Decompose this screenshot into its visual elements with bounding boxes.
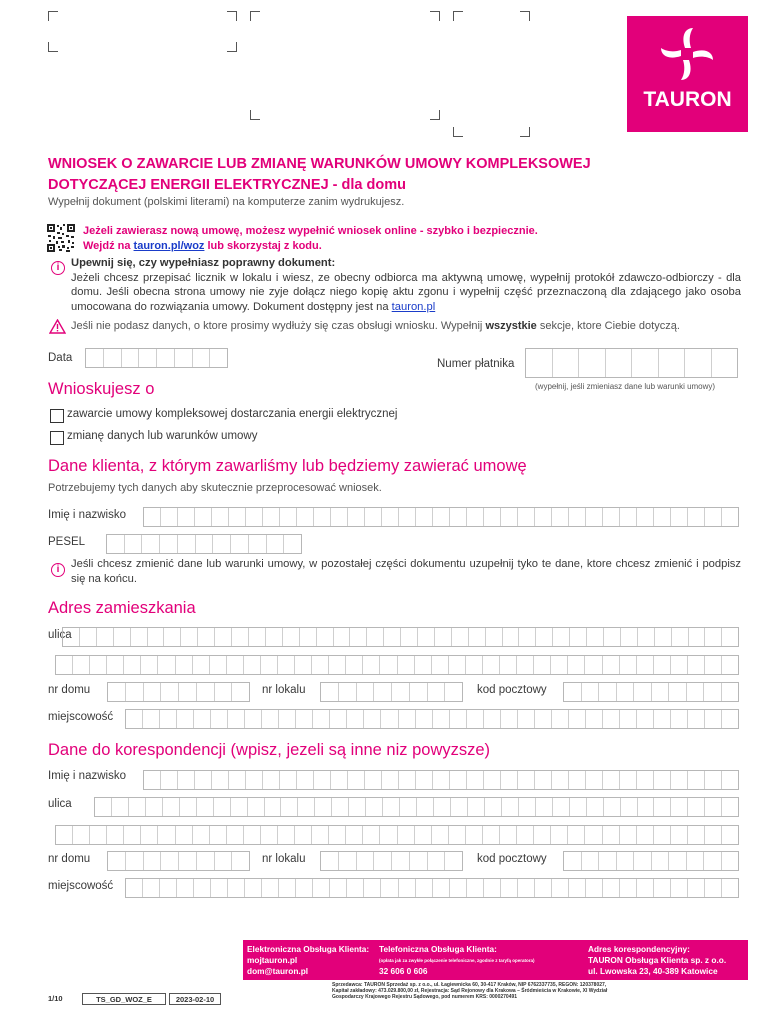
street-input[interactable]	[62, 627, 739, 647]
house-number-input[interactable]	[107, 682, 250, 702]
payer-number-hint: (wypełnij, jeśli zmieniasz dane lub warunki umowy)	[535, 382, 716, 391]
flat-number-label: nr lokalu	[262, 684, 306, 696]
online-notice-suffix: lub skorzystaj z kodu.	[207, 240, 322, 252]
footer-phone-note: (opłata jak za zwykłe połączenie telefoniczne, zgodnie z taryfą operatora)	[379, 958, 535, 963]
corr-street-input[interactable]	[94, 797, 739, 817]
form-subtitle: Wypełnij dokument (polskimi literami) na komputerze zanim wydrukujesz.	[48, 196, 405, 208]
tauron-woz-link[interactable]: tauron.pl/woz	[133, 240, 205, 252]
client-section-title: Dane klienta, z którym zawarliśmy lub będziemy zawierać umowę	[48, 457, 527, 475]
crop-mark	[520, 11, 530, 21]
payer-number-label: Numer płatnika	[437, 358, 515, 370]
online-notice-line-2	[83, 239, 538, 254]
legal-info	[332, 982, 607, 1001]
corr-name-input[interactable]	[143, 770, 739, 790]
online-notice-line-1: Jeżeli zawierasz nową umowę, możesz wypełnić wniosek online - szybko i bezpiecznie.	[83, 225, 538, 237]
qr-code-icon[interactable]	[47, 224, 75, 252]
payer-number-input[interactable]	[525, 348, 738, 378]
tauron-logo	[627, 16, 748, 132]
pesel-label: PESEL	[48, 536, 86, 548]
street-input-line-2[interactable]	[55, 655, 739, 675]
request-section-title: Wnioskujesz o	[48, 380, 155, 398]
info-icon: i	[51, 261, 65, 275]
info-icon: i	[51, 563, 65, 577]
footer-address-line-2: ul. Lwowska 23, 40-389 Katowice	[588, 966, 718, 976]
footer-contact-band	[243, 940, 748, 980]
correspondence-section-title: Dane do korespondencji (wpisz, jezeli są inne niz powyzsze)	[48, 741, 491, 759]
warning-bold: wszystkie	[485, 320, 537, 332]
corr-postcode-input[interactable]	[563, 851, 739, 871]
change-data-checkbox[interactable]	[50, 431, 64, 445]
corr-name-label: Imię i nazwisko	[48, 770, 126, 782]
new-contract-checkbox[interactable]	[50, 409, 64, 423]
crop-mark	[250, 110, 260, 120]
corr-city-input[interactable]	[125, 878, 739, 898]
crop-mark	[453, 127, 463, 137]
page-number: 1/10	[48, 994, 63, 1003]
corr-house-number-label: nr domu	[48, 853, 91, 865]
crop-mark	[430, 110, 440, 120]
footer-ebok-title: Elektroniczna Obsługa Klienta:	[247, 944, 370, 954]
crop-mark	[430, 11, 440, 21]
change-data-label: zmianę danych lub warunków umowy	[67, 430, 258, 442]
form-title	[48, 154, 688, 196]
client-name-input[interactable]	[143, 507, 739, 527]
footer-address-line-1: TAURON Obsługa Klienta sp. z o.o.	[588, 955, 727, 965]
corr-postcode-label: kod pocztowy	[477, 853, 547, 865]
warning-icon	[49, 319, 66, 334]
crop-mark	[453, 11, 463, 21]
postcode-label: kod pocztowy	[477, 684, 547, 696]
warning-text	[71, 320, 680, 332]
footer-email[interactable]: dom@tauron.pl	[247, 966, 309, 976]
flat-number-input[interactable]	[320, 682, 463, 702]
footer-phone: 32 606 0 606	[379, 966, 428, 976]
correct-document-info	[71, 256, 741, 314]
document-code: TS_GD_WOZ_E	[82, 993, 166, 1005]
corr-flat-number-label: nr lokalu	[262, 853, 306, 865]
corr-city-label: miejscowość	[48, 880, 114, 892]
footer-mojtauron[interactable]: mojtauron.pl	[247, 955, 298, 965]
crop-mark	[250, 11, 260, 21]
correct-document-heading: Upewnij się, czy wypełniasz poprawny dokument:	[71, 257, 336, 269]
correct-document-text: Jeżeli chcesz przepisać licznik w lokalu i wiesz, ze obecny odbiorca ma aktywną umowę, wypełnij protokół zdawczo-odbiorczy - dla domu. Jeśli obecna strona umowy nie zyje dołącz niego kopię aktu zgonu i wypełnij część przeznaczoną dla zdającego jako osoba umocowana do rozwiązania umowy. Dokument dostępny jest na	[71, 271, 741, 313]
client-name-label: Imię i nazwisko	[48, 509, 126, 521]
new-contract-label: zawarcie umowy kompleksowej dostarczania energii elektrycznej	[67, 408, 398, 420]
footer-address-title: Adres korespondencyjny:	[588, 944, 690, 954]
crop-mark	[227, 11, 237, 21]
crop-mark	[227, 42, 237, 52]
corr-street-input-line-2[interactable]	[55, 825, 739, 845]
client-section-subtitle: Potrzebujemy tych danych aby skutecznie przeprocesować wniosek.	[48, 482, 382, 494]
tauron-star-icon	[627, 16, 748, 86]
legal-line-3: Gospodarczy Krajowego Rejestru Sądowego, pod numerem KRS: 0000270491	[332, 994, 518, 1001]
house-number-label: nr domu	[48, 684, 91, 696]
footer-phone-title: Telefoniczna Obsługa Klienta:	[379, 944, 497, 954]
online-notice	[83, 224, 538, 254]
online-notice-prefix: Wejdź na	[83, 240, 131, 252]
corr-street-label: ulica	[48, 798, 72, 810]
title-line-1: WNIOSEK O ZAWARCIE LUB ZMIANĘ WARUNKÓW UMOWY KOMPLEKSOWEJ	[48, 156, 591, 172]
tauron-pl-link[interactable]: tauron.pl	[391, 300, 436, 313]
legal-line-1: Sprzedawca: TAURON Sprzedaż sp. z o.o., ul. Łagiewnicka 60, 30-417 Kraków, NIP 6762337735, REGON: 120378027,	[332, 982, 607, 988]
warning-prefix: Jeśli nie podasz danych, o ktore prosimy wydłuży się czas obsługi wniosku. Wypełnij	[71, 320, 483, 332]
legal-line-2: Kapitał zakładowy: 473.029.800,00 zł, Rejestracja: Sąd Rejonowy dla Krakowa – Śródmieścia w Krakowie, XI Wydział	[332, 988, 608, 995]
city-input[interactable]	[125, 709, 739, 729]
document-date: 2023-02-10	[169, 993, 221, 1005]
corr-flat-number-input[interactable]	[320, 851, 463, 871]
city-label: miejscowość	[48, 711, 114, 723]
crop-mark	[48, 42, 58, 52]
address-section-title: Adres zamieszkania	[48, 599, 196, 617]
postcode-input[interactable]	[563, 682, 739, 702]
crop-mark	[48, 11, 58, 21]
street-label: ulica	[48, 629, 72, 641]
pesel-input[interactable]	[106, 534, 302, 554]
title-line-2: DOTYCZĄCEJ ENERGII ELEKTRYCZNEJ - dla domu	[48, 177, 406, 193]
crop-mark	[520, 127, 530, 137]
warning-suffix: sekcje, ktore Ciebie dotyczą.	[539, 320, 680, 332]
corr-house-number-input[interactable]	[107, 851, 250, 871]
date-label: Data	[48, 352, 73, 364]
date-input[interactable]	[85, 348, 228, 368]
brand-name: TAURON	[643, 88, 732, 111]
client-change-info: Jeśli chcesz zmienić dane lub warunki umowy, w pozostałej części dokumentu uzupełnij tyko te dane, ktore chcesz zmienić i podpisz się na końcu.	[71, 558, 741, 585]
